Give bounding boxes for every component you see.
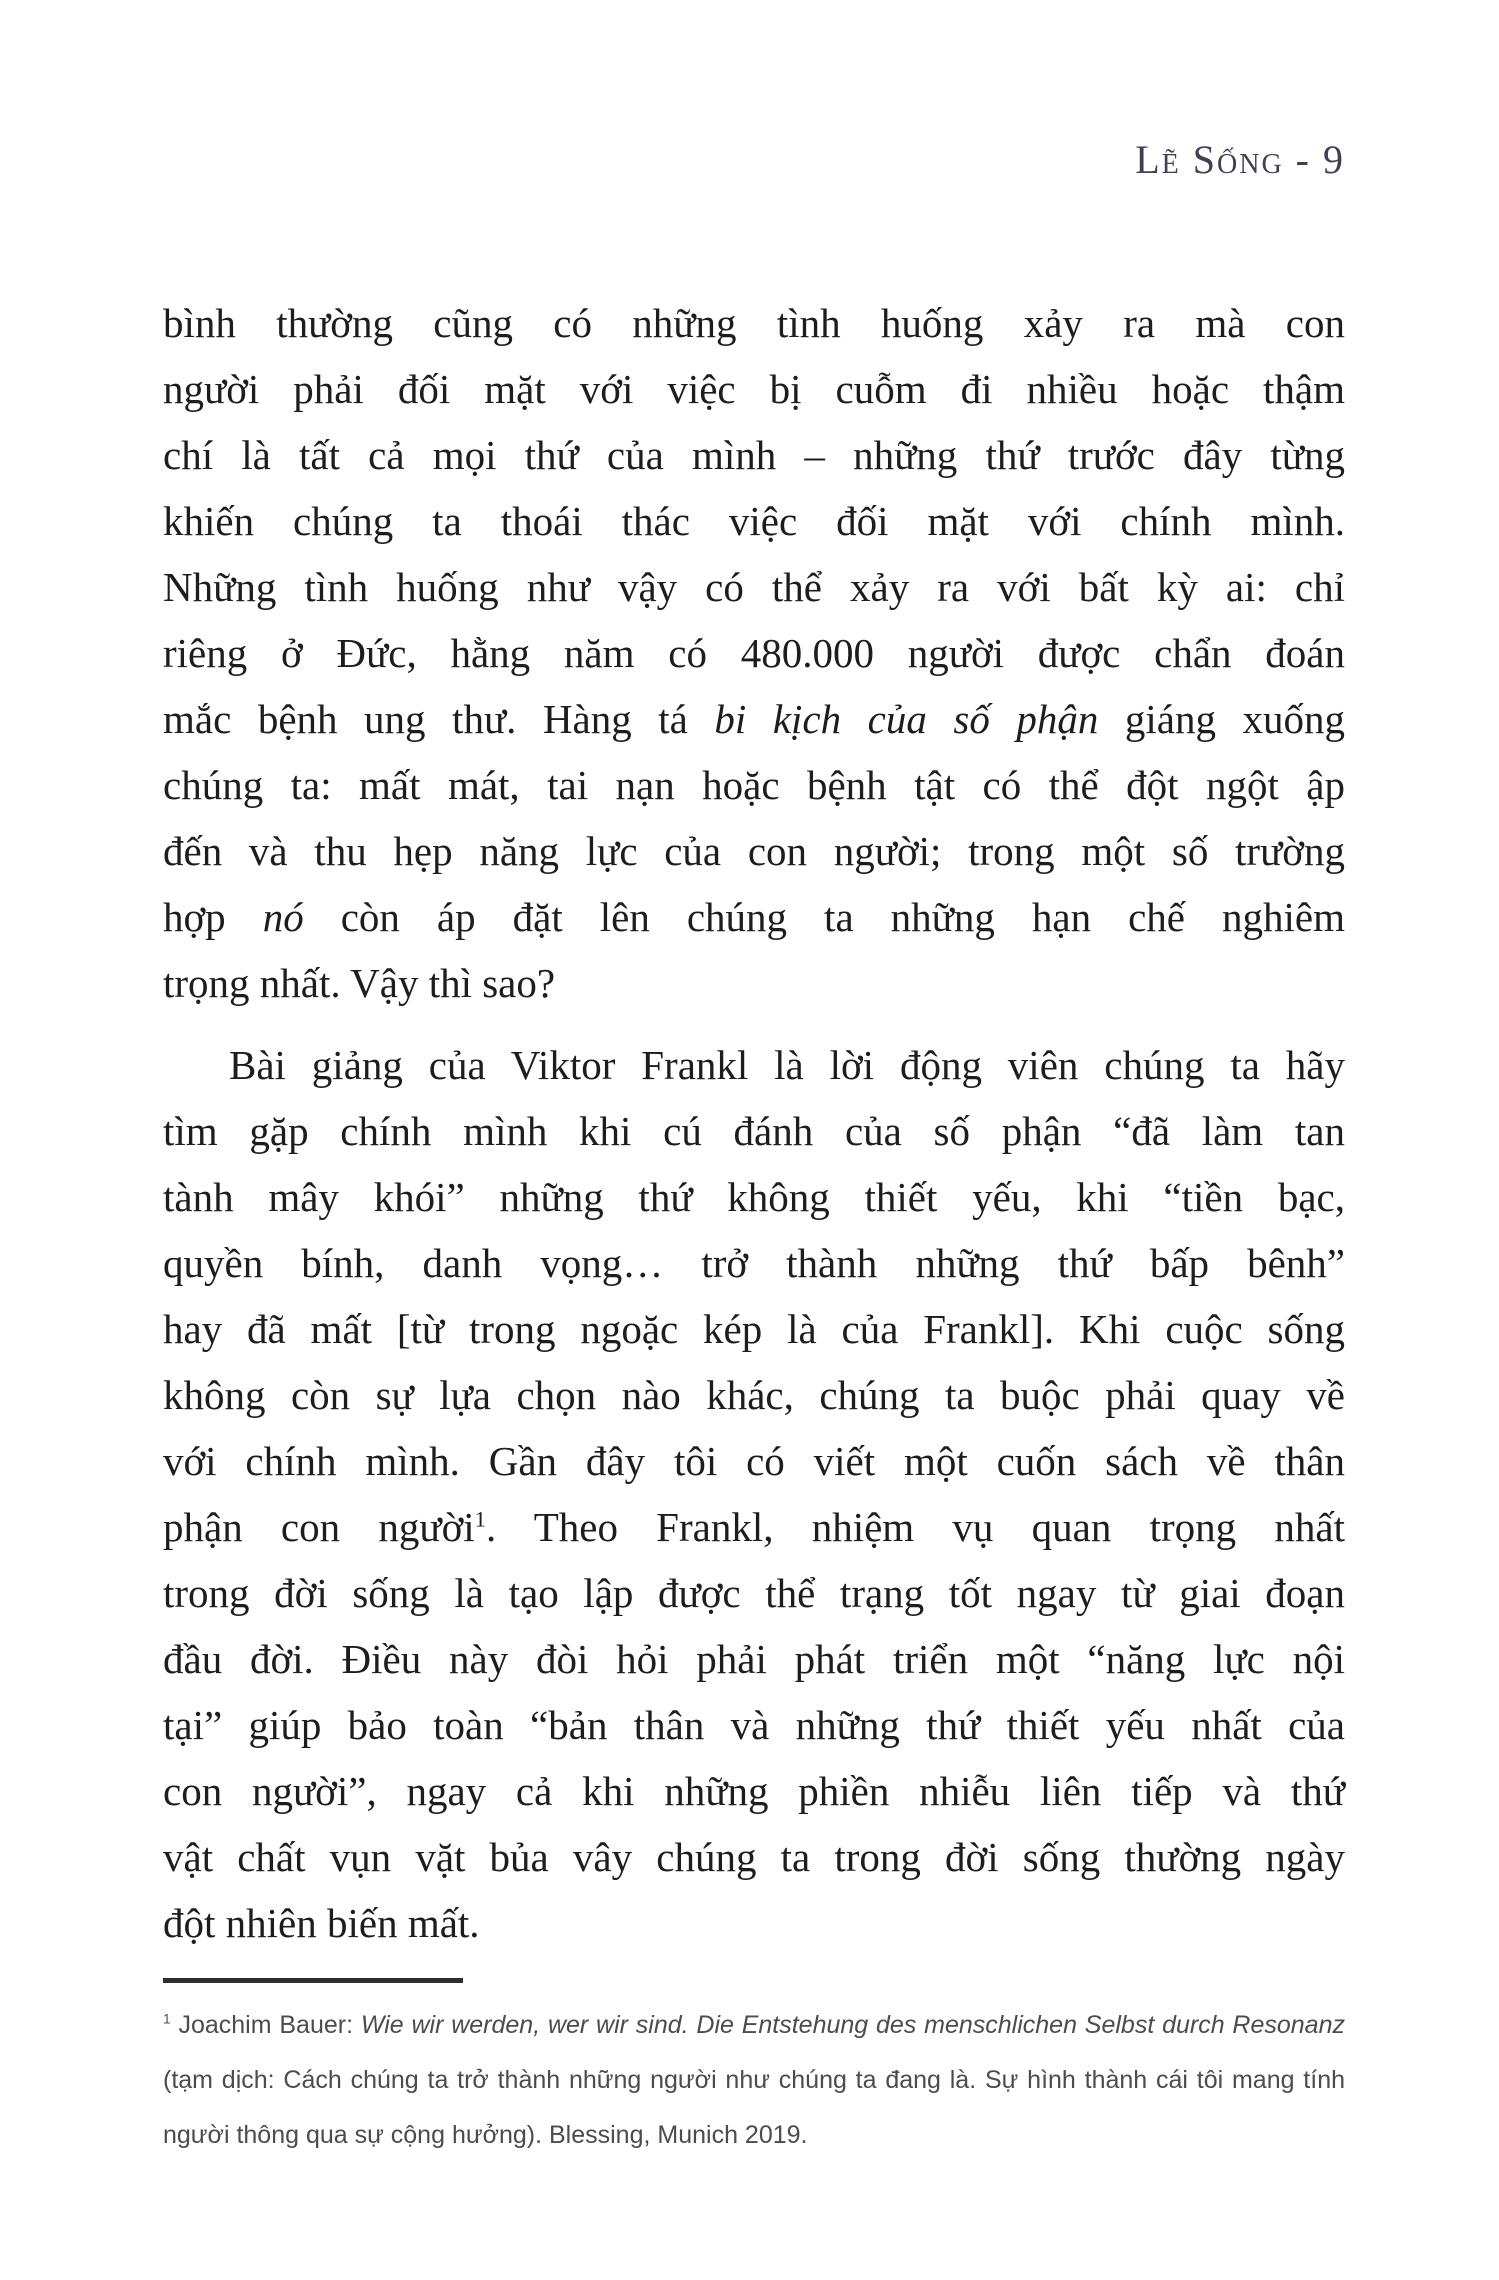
- text-line: (tạm dịch: Cách chúng ta trở thành những người như chúng ta đang là. Sự hình thành cái tôi mang tính: [163, 2066, 1345, 2094]
- footnote-marker: 1: [474, 1506, 486, 1532]
- text-line: $^1$ Joachim Bauer: Wie wir werden, wer wir sind. Die Entstehung des menschlichen Selbst durch Resonanz: [163, 2011, 1345, 2039]
- text-line: riêng ở Đức, hằng năm có 480.000 người được chẩn đoán: [163, 630, 1345, 676]
- text-line: quyền bính, danh vọng… trở thành những thứ bấp bênh”: [163, 1240, 1345, 1286]
- text-line: người phải đối mặt với việc bị cuỗm đi nhiều hoặc thậm: [163, 366, 1345, 412]
- text-line: trong đời sống là tạo lập được thể trạng tốt ngay từ giai đoạn: [163, 1570, 1345, 1616]
- body-text: [163, 290, 1345, 1956]
- text-line: đầu đời. Điều này đòi hỏi phải phát triển một “năng lực nội: [163, 1636, 1345, 1682]
- text-line: với chính mình. Gần đây tôi có viết một cuốn sách về thân: [163, 1438, 1345, 1484]
- text-line: khiến chúng ta thoái thác việc đối mặt với chính mình.: [163, 498, 1345, 544]
- text-line: Những tình huống như vậy có thể xảy ra với bất kỳ ai: chỉ: [163, 564, 1345, 610]
- text-line: vật chất vụn vặt bủa vây chúng ta trong đời sống thường ngày: [163, 1834, 1345, 1880]
- footnote-marker: 1: [163, 2011, 171, 2027]
- footnote-divider: [163, 1978, 463, 1983]
- text-line: tìm gặp chính mình khi cú đánh của số phận “đã làm tan: [163, 1108, 1345, 1154]
- italic-text: nó: [262, 894, 304, 940]
- running-header: Lẽ Sống - 9: [1135, 137, 1345, 182]
- text-line: phận con người$^1$. Theo Frankl, nhiệm vụ quan trọng nhất: [163, 1504, 1345, 1550]
- text-line: con người”, ngay cả khi những phiền nhiễu liên tiếp và thứ: [163, 1768, 1345, 1814]
- text-line: bình thường cũng có những tình huống xảy ra mà con: [163, 300, 1345, 346]
- paragraph: [163, 1032, 1345, 1956]
- text-line: chúng ta: mất mát, tai nạn hoặc bệnh tật có thể đột ngột ập: [163, 762, 1345, 808]
- text-line: đột nhiên biến mất.: [163, 1900, 480, 1946]
- text-line: hay đã mất [từ trong ngoặc kép là của Frankl]. Khi cuộc sống: [163, 1306, 1345, 1352]
- paragraph: [163, 290, 1345, 1016]
- text-line: không còn sự lựa chọn nào khác, chúng ta buộc phải quay về: [163, 1372, 1345, 1418]
- text-line: người thông qua sự cộng hưởng). Blessing, Munich 2019.: [163, 2121, 808, 2149]
- text-line: hợp nó còn áp đặt lên chúng ta những hạn chế nghiêm: [163, 894, 1345, 940]
- text-line: đến và thu hẹp năng lực của con người; trong một số trường: [163, 828, 1345, 874]
- italic-text: bi kịch của số phận: [714, 696, 1099, 742]
- text-line: chí là tất cả mọi thứ của mình – những thứ trước đây từng: [163, 432, 1345, 478]
- footnote: [163, 1998, 1345, 2163]
- text-line: Bài giảng của Viktor Frankl là lời động viên chúng ta hãy: [229, 1042, 1345, 1088]
- text-line: tại” giúp bảo toàn “bản thân và những thứ thiết yếu nhất của: [163, 1702, 1345, 1748]
- text-line: trọng nhất. Vậy thì sao?: [163, 960, 556, 1006]
- italic-text: Wie wir werden, wer wir sind. Die Entstehung des menschlichen Selbst durch Resonanz: [360, 2011, 1345, 2039]
- text-line: mắc bệnh ung thư. Hàng tá bi kịch của số phận giáng xuống: [163, 696, 1345, 742]
- text-line: tành mây khói” những thứ không thiết yếu, khi “tiền bạc,: [163, 1174, 1345, 1220]
